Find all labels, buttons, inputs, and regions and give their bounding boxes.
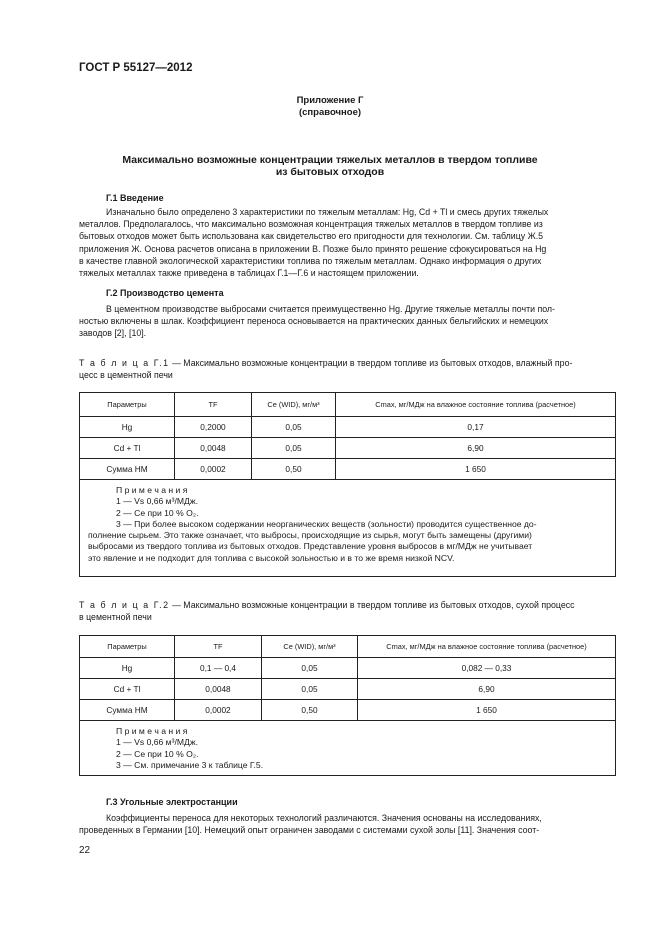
note-item: 1 — Vs 0,66 м³/МДж. — [116, 496, 198, 507]
appendix-label: Приложение Г — [296, 95, 364, 106]
table-caption-text: в цементной печи — [79, 612, 152, 623]
table-cell: 0,0002 — [175, 459, 252, 480]
column-header: Ce (WID), мг/м³ — [262, 636, 358, 658]
section-heading-2: Г.2 Производство цемента — [106, 288, 224, 298]
note-item: это явление и не подходит для топлива с высокой зольностью и в то же время низкой NCV. — [88, 552, 455, 563]
table-2-notes — [79, 720, 616, 776]
section-heading-3: Г.3 Угольные электростанции — [106, 797, 238, 807]
section-1-body — [79, 206, 616, 279]
table-2 — [79, 635, 616, 721]
paragraph-line: проведенных в Германии [10]. Немецкий опыт ограничен заводами с системами сухой золы [11]. Значения соот- — [79, 825, 540, 836]
table-cell: 1 650 — [358, 700, 616, 721]
table-caption-prefix: Т а б л и ц а Г.1 — [79, 358, 170, 368]
appendix-kind: (справочное) — [298, 107, 362, 118]
table-header-row — [80, 393, 616, 417]
table-header-row — [80, 636, 616, 658]
table-cell: 6,90 — [336, 438, 616, 459]
table-cell: 0,05 — [262, 658, 358, 679]
table-cell: 0,05 — [252, 417, 336, 438]
table-cell: 0,50 — [262, 700, 358, 721]
column-header: TF — [175, 393, 252, 417]
paragraph-line: Коэффициенты переноса для некоторых технологий различаются. Значения основаны на исследованиях, — [106, 813, 542, 823]
section-3-body — [79, 812, 616, 836]
table-1-caption — [79, 357, 616, 381]
table-cell: 0,0002 — [175, 700, 262, 721]
note-item: 3 — См. примечание 3 к таблице Г.5. — [116, 759, 264, 770]
table-2-caption — [79, 599, 616, 623]
table-cell: Сумма НМ — [80, 459, 175, 480]
page-number: 22 — [79, 845, 91, 856]
table-cell: 0,2000 — [175, 417, 252, 438]
table-row — [80, 417, 616, 438]
table-cell: Hg — [80, 658, 175, 679]
table-cell: 0,082 — 0,33 — [358, 658, 616, 679]
note-item: полнение сырьем. Это также означает, что выбросы, происходящие из сырья, могут быть замещены (другими) — [88, 530, 532, 541]
table-caption-text: цесс в цементной печи — [79, 370, 173, 381]
column-header: Cmax, мг/МДж на влажное состояние топлива (расчетное) — [358, 636, 616, 658]
table-cell: Cd + Tl — [80, 679, 175, 700]
table-cell: 0,17 — [336, 417, 616, 438]
paragraph-line: металлов. Предполагалось, что максимально возможная концентрация тяжелых металлов в твердом топливе из — [79, 219, 543, 230]
column-header: TF — [175, 636, 262, 658]
appendix-title-line-1: Максимально возможные концентрации тяжелых металлов в твердом топливе — [122, 154, 538, 166]
table-caption-text: — Максимально возможные концентрации в твердом топливе из бытовых отходов, сухой процесс — [169, 600, 575, 610]
table-row — [80, 679, 616, 700]
note-item: 1 — Vs 0,66 м³/МДж. — [116, 737, 198, 748]
table-cell: 6,90 — [358, 679, 616, 700]
table-cell: 0,05 — [252, 438, 336, 459]
table-cell: Hg — [80, 417, 175, 438]
table-caption-prefix: Т а б л и ц а Г.2 — [79, 600, 170, 610]
column-header: Параметры — [80, 393, 175, 417]
note-item: 2 — Ce при 10 % O₂. — [116, 748, 199, 759]
note-item: 2 — Ce при 10 % O₂. — [116, 507, 199, 518]
table-cell: Cd + Tl — [80, 438, 175, 459]
table-cell: 1 650 — [336, 459, 616, 480]
paragraph-line: в качестве главной экологической характеристики топлива по тяжелым металлам. Однако информация о других — [79, 255, 542, 266]
table-row — [80, 438, 616, 459]
paragraph-line: Изначально было определено 3 характеристики по тяжелым металлам: Hg, Cd + Tl и смесь других тяжелых — [106, 207, 549, 217]
table-cell: 0,50 — [252, 459, 336, 480]
table-cell: 0,0048 — [175, 679, 262, 700]
table-1-notes — [79, 479, 616, 577]
paragraph-line: заводов [2], [10]. — [79, 328, 147, 339]
table-cell: 0,0048 — [175, 438, 252, 459]
table-1 — [79, 392, 616, 480]
notes-title: П р и м е ч а н и я — [116, 726, 188, 736]
column-header: Cmax, мг/МДж на влажное состояние топлива (расчетное) — [336, 393, 616, 417]
notes-title: П р и м е ч а н и я — [116, 485, 188, 495]
paragraph-line: бытовых отходов может быть использована как свидетельство его пригодности для технологии. См. таблицу Ж.5 — [79, 231, 544, 242]
table-row — [80, 459, 616, 480]
paragraph-line: ностью включены в шлак. Коэффициент переноса основывается на практических данных бельгийских и немецких — [79, 316, 549, 327]
table-row — [80, 658, 616, 679]
document-header: ГОСТ Р 55127—2012 — [79, 62, 193, 74]
section-heading-1: Г.1 Введение — [106, 193, 164, 203]
column-header: Ce (WID), мг/м³ — [252, 393, 336, 417]
table-cell: 0,1 — 0,4 — [175, 658, 262, 679]
paragraph-line: приложения Ж. Основа расчетов описана в приложении В. Позже было принято решение сфокусироваться на Hg — [79, 243, 547, 254]
table-cell: 0,05 — [262, 679, 358, 700]
section-2-body — [79, 303, 616, 340]
note-item: выбросами из твердого топлива из бытовых отходов. Представление уровня выбросов в мг/МДж не учитывает — [88, 541, 533, 552]
paragraph-line: В цементном производстве выбросами считается преимущественно Hg. Другие тяжелые металлы почти пол- — [106, 304, 555, 314]
table-cell: Сумма НМ — [80, 700, 175, 721]
note-item: 3 — При более высоком содержании неорганических веществ (зольности) проводится существенное до- — [116, 518, 537, 529]
column-header: Параметры — [80, 636, 175, 658]
table-caption-text: — Максимально возможные концентрации в твердом топливе из бытовых отходов, влажный про- — [169, 358, 573, 368]
table-row — [80, 700, 616, 721]
appendix-title-line-2: из бытовых отходов — [275, 166, 385, 178]
paragraph-line: тяжелых металлах также приведена в таблицах Г.1—Г.6 и настоящем приложении. — [79, 268, 419, 279]
